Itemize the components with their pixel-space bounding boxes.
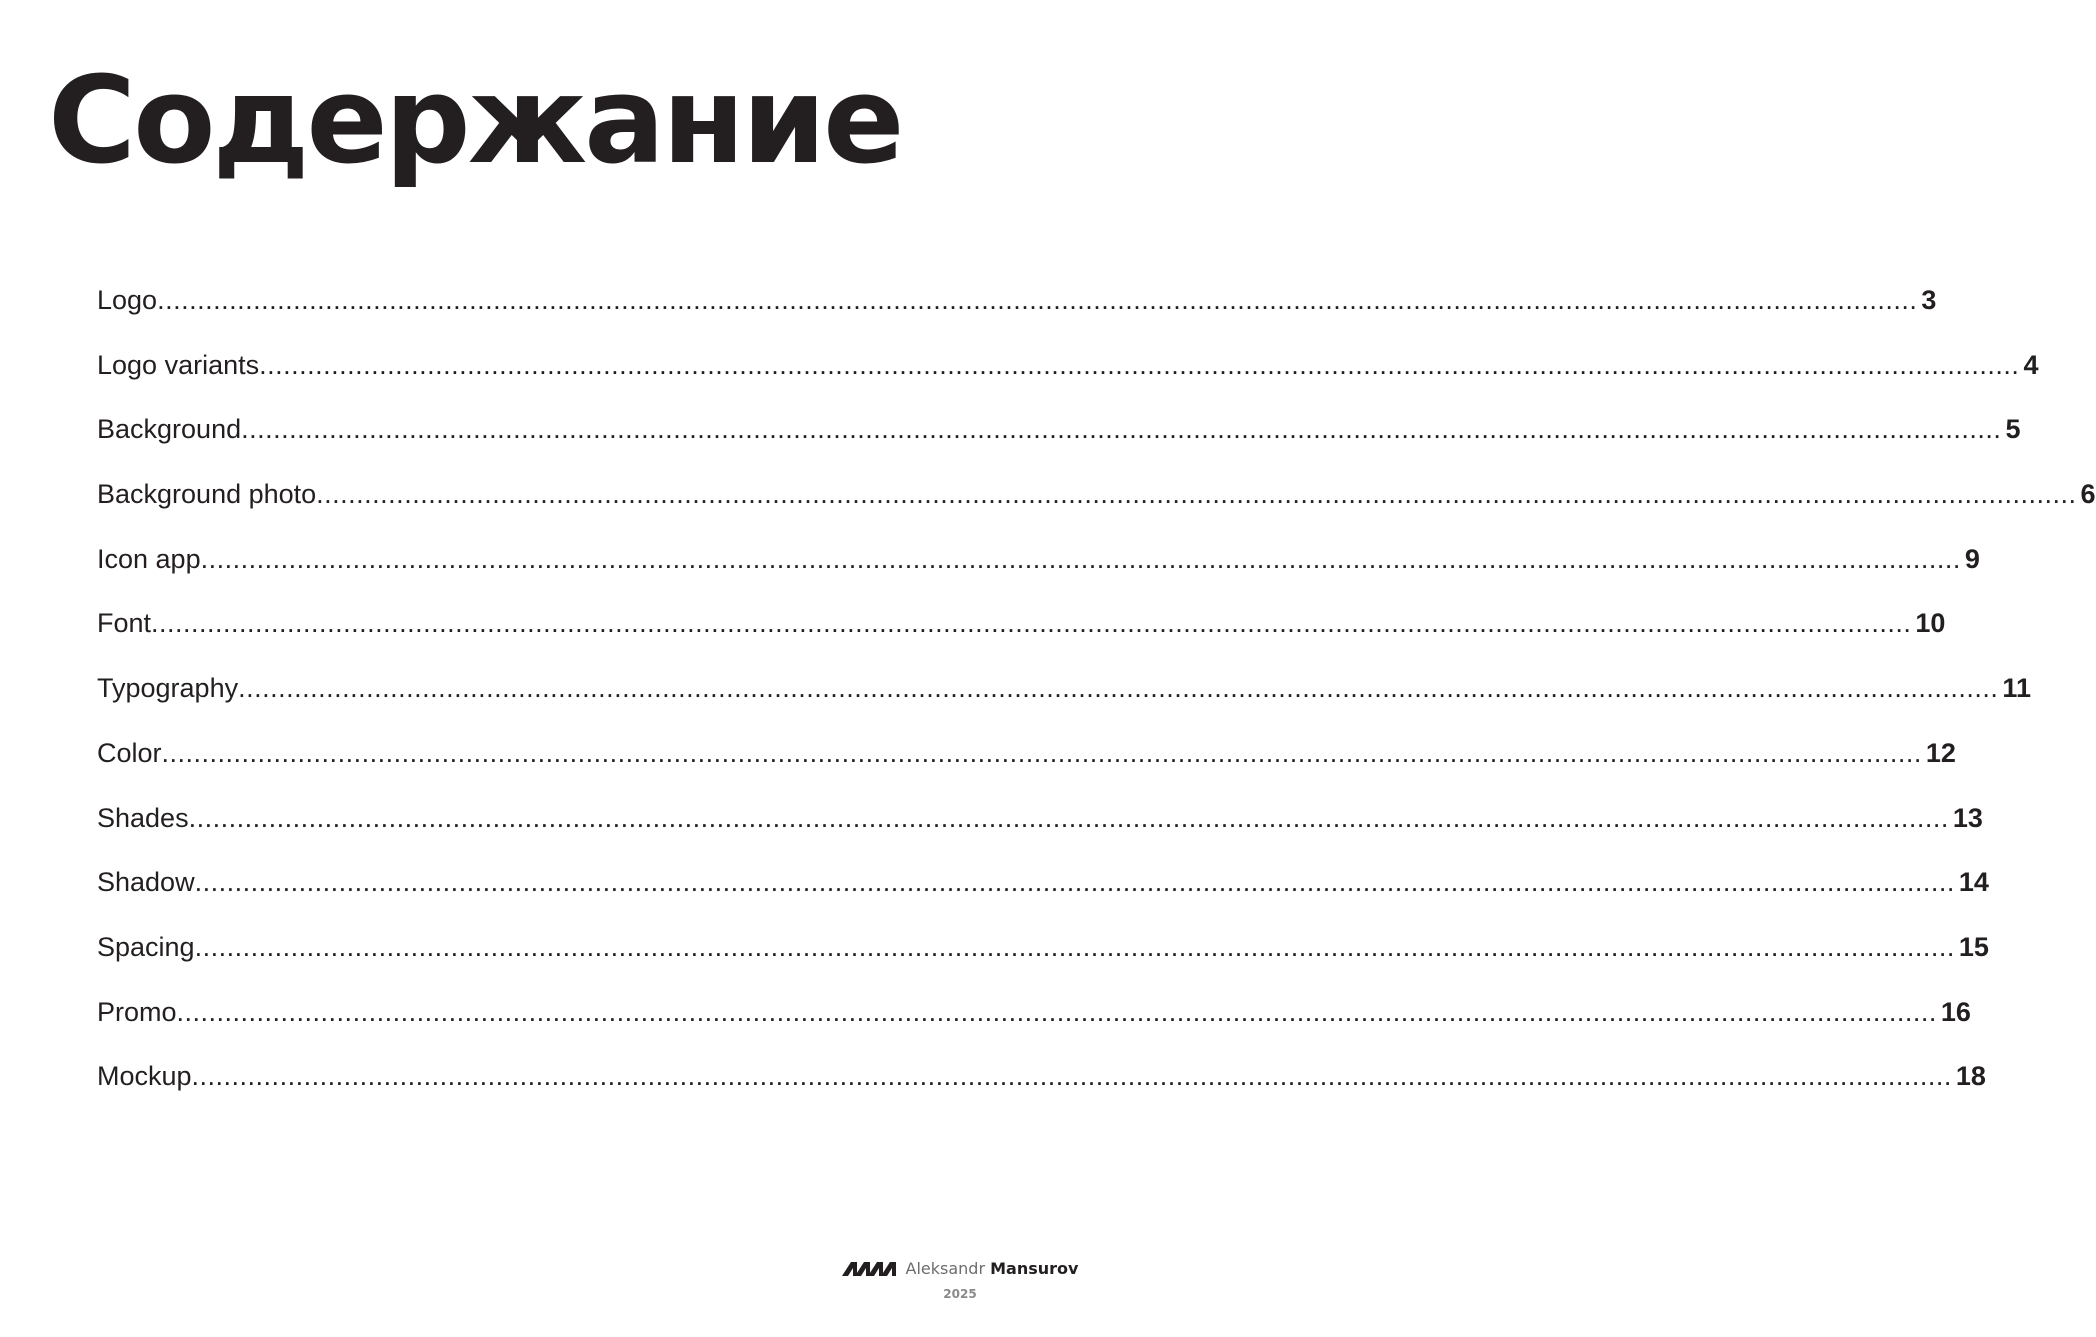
toc-entry-label: Logo <box>97 285 158 315</box>
toc-entry-label: Color <box>97 737 162 768</box>
toc-entry-logo[interactable] <box>97 280 1937 345</box>
toc-leader-dots: ............................................................................................................................................................................................................................ <box>194 867 1955 898</box>
footer-year: 2025 <box>943 1287 977 1301</box>
toc-leader-dots: ............................................................................................................................................................................................................................ <box>151 608 1912 639</box>
toc-entry-page: 18 <box>1955 1061 1986 1092</box>
toc-leader-dots: ............................................................................................................................................................................................................................ <box>191 1061 1952 1092</box>
toc-leader-dots: ............................................................................................................................................................................................................................ <box>316 479 2077 510</box>
toc-entry-mockup[interactable] <box>97 1056 1986 1121</box>
toc-entry-label: Icon app <box>97 543 201 574</box>
toc-entry-label: Shadow <box>97 867 195 898</box>
footer-author-first-name: Aleksandr <box>905 1259 986 1278</box>
toc-entry-color[interactable] <box>97 733 1956 798</box>
toc-leader-dots: ............................................................................................................................................................................................................................ <box>194 931 1955 962</box>
toc-leader-dots: ............................................................................................................................................................................................................................ <box>241 414 2002 445</box>
toc-entry-page: 3 <box>1921 285 1937 315</box>
toc-entry-page: 15 <box>1958 931 1989 962</box>
toc-entry-label: Promo <box>97 996 177 1027</box>
toc-entry-background-photo[interactable] <box>97 474 2096 539</box>
toc-entry-label: Background <box>97 414 242 445</box>
footer-brand <box>842 1258 1079 1280</box>
toc-leader-dots: ............................................................................................................................................................................................................................ <box>238 673 1999 704</box>
toc-entry-page: 14 <box>1958 867 1989 898</box>
toc-entry-page: 5 <box>2005 414 2021 445</box>
toc-entry-page: 4 <box>2023 349 2039 380</box>
toc-entry-page: 11 <box>2002 673 2031 704</box>
toc-leader-dots: ............................................................................................................................................................................................................................ <box>188 802 1949 833</box>
footer-author-last-name: Mansurov <box>990 1259 1079 1278</box>
toc-entry-label: Typography <box>97 673 239 704</box>
toc-entry-page: 10 <box>1915 608 1946 639</box>
toc-entry-shadow[interactable] <box>97 862 1989 927</box>
toc-leader-dots: ............................................................................................................................................................................................................................ <box>200 543 1961 574</box>
toc-entry-typography[interactable] <box>97 668 2031 733</box>
page-title: Содержание <box>48 52 902 191</box>
am-monogram-logo-icon <box>842 1262 896 1276</box>
toc-entry-logo-variants[interactable] <box>97 345 2039 410</box>
toc-entry-promo[interactable] <box>97 992 1971 1057</box>
toc-leader-dots: ............................................................................................................................................................................................................................ <box>176 996 1937 1027</box>
toc-entry-page: 12 <box>1925 737 1956 768</box>
toc-entry-label: Shades <box>97 802 189 833</box>
toc-entry-font[interactable] <box>97 603 1946 668</box>
toc-entry-page: 9 <box>1964 543 1980 574</box>
toc-entry-spacing[interactable] <box>97 927 1989 992</box>
toc-entry-label: Font <box>97 608 152 639</box>
toc-entry-background[interactable] <box>97 409 2021 474</box>
table-of-contents <box>97 280 2096 1121</box>
toc-entry-shades[interactable] <box>97 798 1983 863</box>
toc-leader-dots: ............................................................................................................................................................................................................................ <box>161 737 1922 768</box>
toc-leader-dots: ............................................................................................................................................................................................................................ <box>259 349 2020 380</box>
toc-entry-icon-app[interactable] <box>97 539 1980 604</box>
footer <box>0 1258 1920 1301</box>
toc-entry-label: Background photo <box>97 479 317 510</box>
toc-entry-label: Mockup <box>97 1061 192 1092</box>
toc-entry-page: 16 <box>1940 996 1971 1027</box>
toc-entry-page: 6 <box>2080 479 2096 510</box>
toc-leader-dots: ............................................................................................................................................................................................................................ <box>157 285 1918 315</box>
toc-entry-page: 13 <box>1952 802 1983 833</box>
toc-entry-label: Logo variants <box>97 349 260 380</box>
toc-entry-label: Spacing <box>97 931 195 962</box>
